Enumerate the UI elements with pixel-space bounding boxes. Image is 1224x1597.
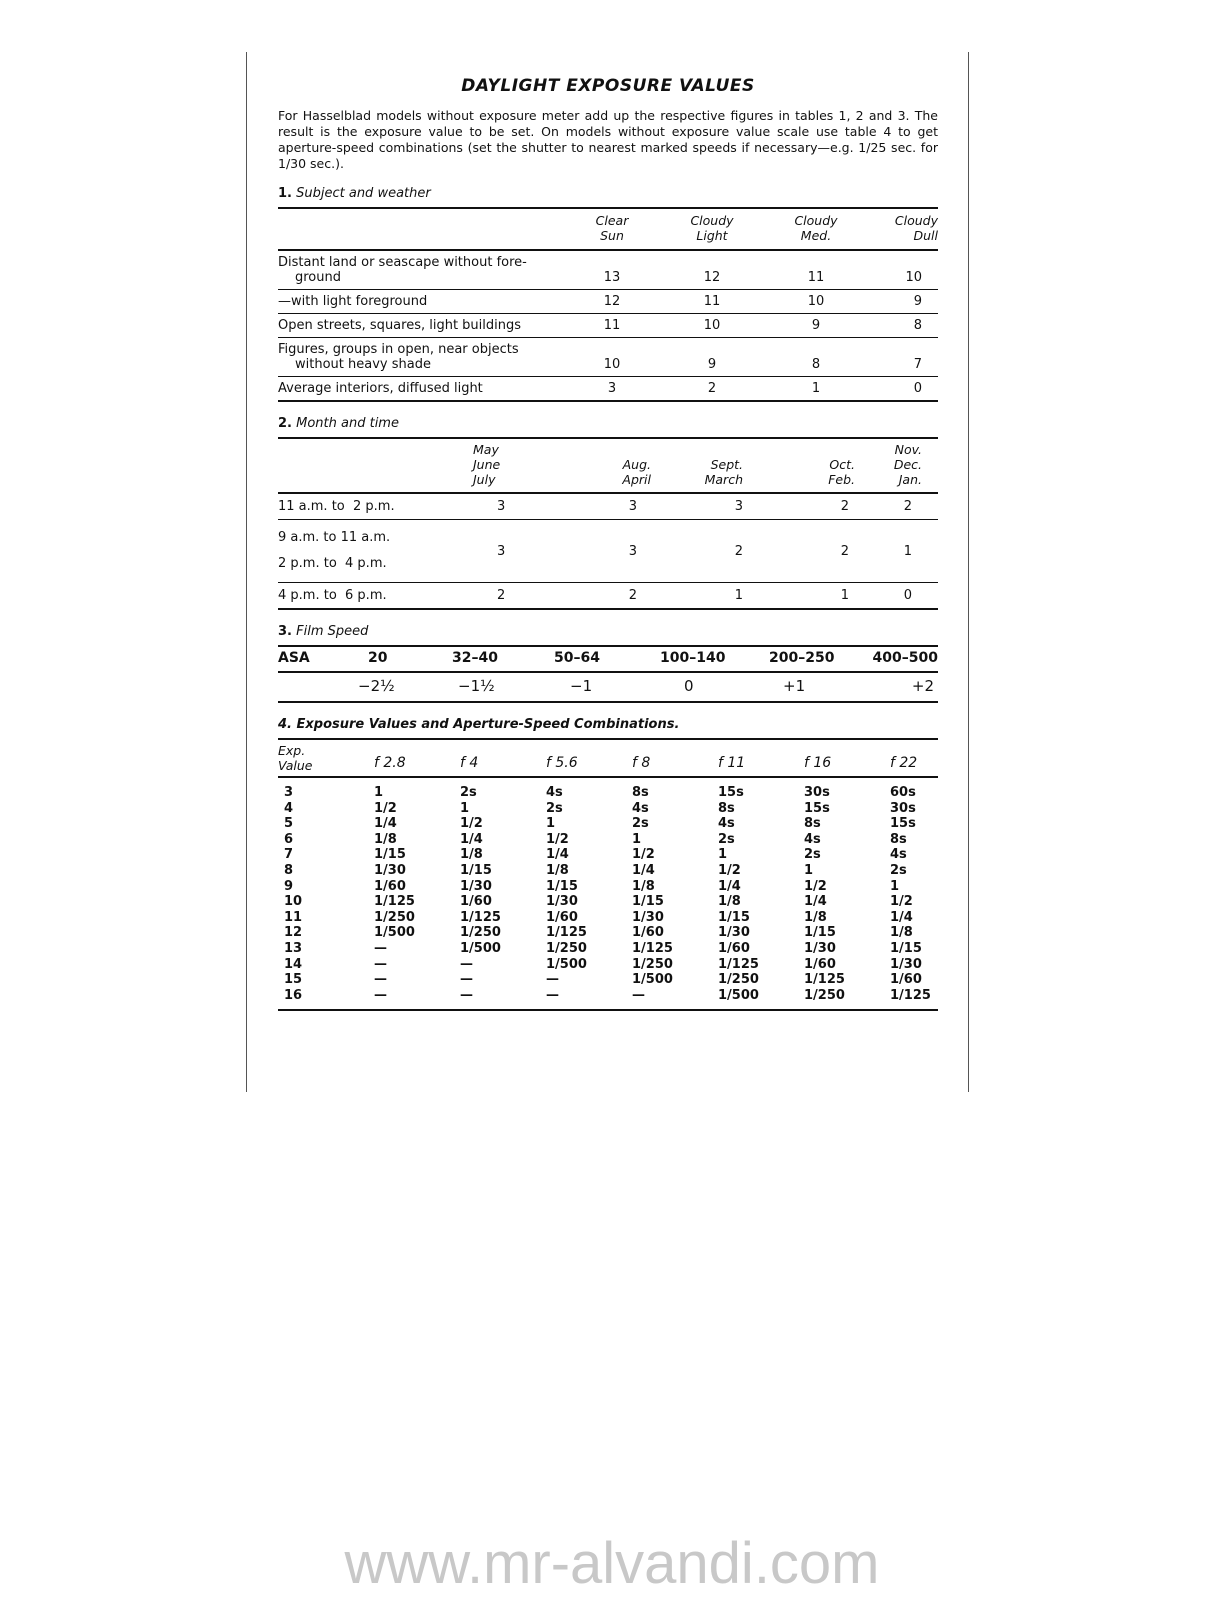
table-cell: −1½ [458,677,495,695]
table-cell: 3 [533,520,673,583]
ev-cell: 14 [284,956,303,972]
ev-cell: 11 [284,909,303,925]
table2-header-row [278,438,938,493]
row-label: 9 a.m. to 11 a.m. 2 p.m. to 4 p.m. [278,520,473,583]
table1-col-header: Cloudy Med. [768,208,864,250]
table2-col-header: May June July [473,438,533,493]
table-cell: 7 [864,338,938,377]
table-row [278,941,938,957]
table-cell: 1/2 [546,831,569,847]
table-cell: 1/8 [374,831,397,847]
table-cell: 30s [890,800,916,816]
ev-header: Exp. Value [278,739,374,777]
table-row [278,338,938,377]
row-label: Open streets, squares, light buildings [278,314,568,338]
table-cell: 1/8 [804,909,827,925]
table-cell: 1/4 [718,878,741,894]
aperture-speed-table [278,738,938,1011]
table-cell: 1/60 [632,925,664,941]
asa-speed: 50–64 [548,646,648,672]
table2-title: Month and time [296,416,399,431]
table-cell: 8 [864,314,938,338]
table-cell: 1/8 [718,894,741,910]
table1-col-header: Cloudy Dull [864,208,938,250]
table4-number: 4. [278,717,292,732]
table-cell: 1/8 [546,862,569,878]
table-cell: 2s [890,862,907,878]
table-cell: 1/4 [804,894,827,910]
f-stop-header: f 8 [632,739,718,777]
row-label: 11 a.m. to 2 p.m. [278,493,473,520]
ev-cell: 9 [284,878,294,894]
watermark: www.mr-alvandi.com [344,1531,880,1596]
table2-col-header: Nov. Dec. Jan. [873,438,938,493]
ev-cell: 15 [284,972,303,988]
f-stop-header: f 2.8 [374,739,460,777]
table-cell: 3 [533,493,673,520]
table-cell: 1 [811,381,821,396]
table-cell: 2 [873,493,938,520]
ev-cell: 7 [284,847,294,863]
table-cell: 1/15 [460,862,492,878]
asa-speed: 400–500 [858,646,938,672]
table-cell: 4s [718,816,735,832]
table-cell: — [546,972,559,988]
table4-header-row [278,739,938,777]
table3-heading [278,624,938,639]
left-page-border [246,52,247,1092]
table-row [278,988,938,1011]
table-row [278,910,938,926]
table-cell: 1/4 [890,909,913,925]
table-cell: 1/60 [546,909,578,925]
table-cell: 1 [734,588,743,603]
table-cell: — [546,987,559,1003]
table-cell: 1/30 [546,894,578,910]
table-cell: 1/60 [804,956,836,972]
table-cell: 11 [768,250,864,290]
table-cell: 1/2 [718,862,741,878]
table-cell: 9 [656,338,768,377]
table-cell: 1/125 [374,894,415,910]
table-cell: 1/15 [804,925,836,941]
table-cell: 1/4 [546,847,569,863]
right-page-border [968,52,969,1092]
table-cell: 1/125 [460,909,501,925]
table-cell: 1 [460,800,470,816]
table-row [278,972,938,988]
table-cell: 2s [632,816,649,832]
table-cell: 1/15 [546,878,578,894]
f-stop-header: f 16 [804,739,890,777]
ev-cell: 16 [284,987,303,1003]
document-page [278,76,938,1011]
table3-title: Film Speed [296,624,369,639]
table-cell: 11 [656,290,768,314]
table-cell: 1/60 [890,972,922,988]
table4-title: Exposure Values and Aperture-Speed Combinations. [296,717,680,732]
table-cell: 1 [840,588,849,603]
table-cell: 1 [890,878,900,894]
asa-speed: 20 [348,646,448,672]
table-cell: 2 [707,381,717,396]
table-cell: 2 [673,520,743,583]
table-cell: 1/250 [546,940,587,956]
table-row [278,847,938,863]
table-cell: 2s [718,831,735,847]
table-cell: — [460,987,473,1003]
table-cell: 1/125 [890,987,931,1003]
ev-cell: 6 [284,831,294,847]
table-cell: 4s [546,785,563,800]
table1-heading [278,186,938,201]
table-row [278,832,938,848]
table-cell: 1/250 [460,925,501,941]
ev-cell: 13 [284,940,303,956]
film-speed-table [278,645,938,703]
table-cell: 30s [804,785,830,800]
table-cell: 15s [804,800,830,816]
table-cell: 1/60 [718,940,750,956]
table-cell: 1/500 [718,987,759,1003]
table-cell: 1 [546,816,556,832]
table-cell: 1/500 [374,925,415,941]
table-cell: 10 [568,338,656,377]
asa-speed: 100–140 [648,646,753,672]
table-cell: 1/60 [460,894,492,910]
table-cell: 1/4 [460,831,483,847]
table-cell: 13 [568,250,656,290]
table-row [278,314,938,338]
table-cell: 1/4 [374,816,397,832]
table-cell: 1/250 [374,909,415,925]
table-row [278,377,938,402]
table-cell: 1/500 [546,956,587,972]
table-cell: 1/2 [804,878,827,894]
table-cell: 8s [890,831,907,847]
f-stop-header: f 4 [460,739,546,777]
table-cell: 1/125 [546,925,587,941]
asa-speed: 32–40 [448,646,548,672]
table1-col-header: Clear Sun [568,208,656,250]
table-row [278,250,938,290]
table-cell: — [632,987,645,1003]
table-cell: 2 [743,493,873,520]
table-cell: 1/15 [374,847,406,863]
row-label: Distant land or seascape without fore- ground [278,250,568,290]
table1-title: Subject and weather [296,186,431,201]
table-cell: 1/125 [804,972,845,988]
table-row [278,957,938,973]
table-cell: 4s [890,847,907,863]
f-stop-header: f 11 [718,739,804,777]
table-cell: 1 [873,520,938,583]
table-cell: 1/60 [374,878,406,894]
row-label: Average interiors, diffused light [278,381,483,396]
table-cell: 1/250 [632,956,673,972]
table-cell: 0 [913,381,922,396]
table-cell: — [460,972,473,988]
ev-cell: 10 [284,894,303,910]
table3-number: 3. [278,624,292,639]
table-cell: — [374,956,387,972]
table4-heading [278,717,938,732]
exposure-adjustment-row [278,672,938,702]
table-cell: 0 [903,588,912,603]
table-cell: 1/2 [632,847,655,863]
table-cell: 10 [864,250,938,290]
table1-number: 1. [278,186,292,201]
ev-cell: 5 [284,816,294,832]
table-cell: 2s [804,847,821,863]
asa-row [278,646,938,672]
table-cell: 1 [718,847,728,863]
asa-speed: 200–250 [753,646,858,672]
table-cell: 1/15 [718,909,750,925]
table-cell: 10 [768,290,864,314]
table-cell: 1/15 [632,894,664,910]
table-cell: 1/30 [460,878,492,894]
intro-paragraph: For Hasselblad models without exposure meter add up the respective figures in tables 1, 2 and 3. The result is the exposure value to be set. On models without exposure value scale use table 4 to get aperture-speed combinations (set the shutter to nearest marked speeds if necessary—e.g. 1/25 sec. for 1/30 sec.). [278,108,938,171]
table-cell: 1/30 [374,862,406,878]
table-cell: 1/30 [890,956,922,972]
table-cell: 11 [568,314,656,338]
table-cell: 60s [890,785,916,800]
table-cell: 1/2 [890,894,913,910]
table-cell: 3 [473,493,533,520]
table-cell: 9 [864,290,938,314]
table-cell: +2 [911,677,934,695]
row-label: Figures, groups in open, near objects without heavy shade [278,338,568,377]
table-row [278,777,938,801]
table-cell: 2 [628,588,637,603]
table-cell: 0 [684,677,694,695]
table-row [278,879,938,895]
row-label: 4 p.m. to 6 p.m. [278,588,387,603]
table-cell: 2 [497,588,506,603]
table-cell: 8s [718,800,735,816]
table1-header-row [278,208,938,250]
table-cell: 15s [890,816,916,832]
table-cell: 1/30 [718,925,750,941]
table-row [278,493,938,520]
ev-cell: 4 [284,800,294,816]
table2-number: 2. [278,416,292,431]
table-cell: 1/125 [718,956,759,972]
table-row [278,894,938,910]
table-cell: 3 [673,493,743,520]
table-cell: 1/8 [890,925,913,941]
ev-cell: 3 [284,785,294,800]
table-cell: 15s [718,785,744,800]
table-cell: — [460,956,473,972]
table-cell: 1 [632,831,642,847]
table-cell: 8s [804,816,821,832]
table-cell: −1 [570,677,593,695]
table-cell: +1 [783,677,806,695]
table-cell: 1/250 [804,987,845,1003]
blank-cell [278,672,348,702]
table-cell: 1/2 [460,816,483,832]
table-cell: 1/30 [804,940,836,956]
table-cell: 1/500 [632,972,673,988]
table1-col-header: Cloudy Light [656,208,768,250]
table-cell: 1 [374,785,384,800]
table-row [278,863,938,879]
table-row [278,520,938,583]
table2-col-header: Aug. April [533,438,673,493]
table-cell: 12 [656,250,768,290]
table-cell: −2½ [358,677,395,695]
table2-col-header: Sept. March [673,438,743,493]
table-cell: 2s [460,785,477,800]
row-label: —with light foreground [278,290,568,314]
table-cell: — [374,972,387,988]
month-time-table [278,437,938,610]
table-cell: 8 [768,338,864,377]
table-cell: 1/15 [890,940,922,956]
table2-col-header: Oct. Feb. [743,438,873,493]
table4-body [278,777,938,1010]
page-title: DAYLIGHT EXPOSURE VALUES [461,76,755,96]
table-cell: 1/500 [460,940,501,956]
table-cell: 1/8 [460,847,483,863]
table-cell: 3 [607,381,617,396]
f-stop-header: f 22 [890,739,938,777]
table-row [278,925,938,941]
table-cell: 3 [473,520,533,583]
table-cell: — [374,987,387,1003]
subject-weather-table [278,207,938,402]
table2-header-blank [278,438,473,493]
table-cell: 9 [768,314,864,338]
table-cell: 8s [632,785,649,800]
table-cell: 4s [804,831,821,847]
table-cell: 1/250 [718,972,759,988]
table-row [278,290,938,314]
table-row [278,583,938,610]
table-cell: 4s [632,800,649,816]
table-cell: 2s [546,800,563,816]
table-cell: 1/125 [632,940,673,956]
asa-label: ASA [278,646,348,672]
table-cell: — [374,940,387,956]
table-cell: 12 [568,290,656,314]
ev-cell: 12 [284,925,303,941]
table-cell: 1/30 [632,909,664,925]
table2-heading [278,416,938,431]
table-cell: 2 [743,520,873,583]
table-cell: 10 [656,314,768,338]
table-row [278,801,938,817]
table1-header-blank [278,208,568,250]
ev-cell: 8 [284,862,294,878]
table-cell: 1 [804,862,814,878]
table-cell: 1/2 [374,800,397,816]
table-row [278,816,938,832]
table-cell: 1/4 [632,862,655,878]
table-cell: 1/8 [632,878,655,894]
f-stop-header: f 5.6 [546,739,632,777]
